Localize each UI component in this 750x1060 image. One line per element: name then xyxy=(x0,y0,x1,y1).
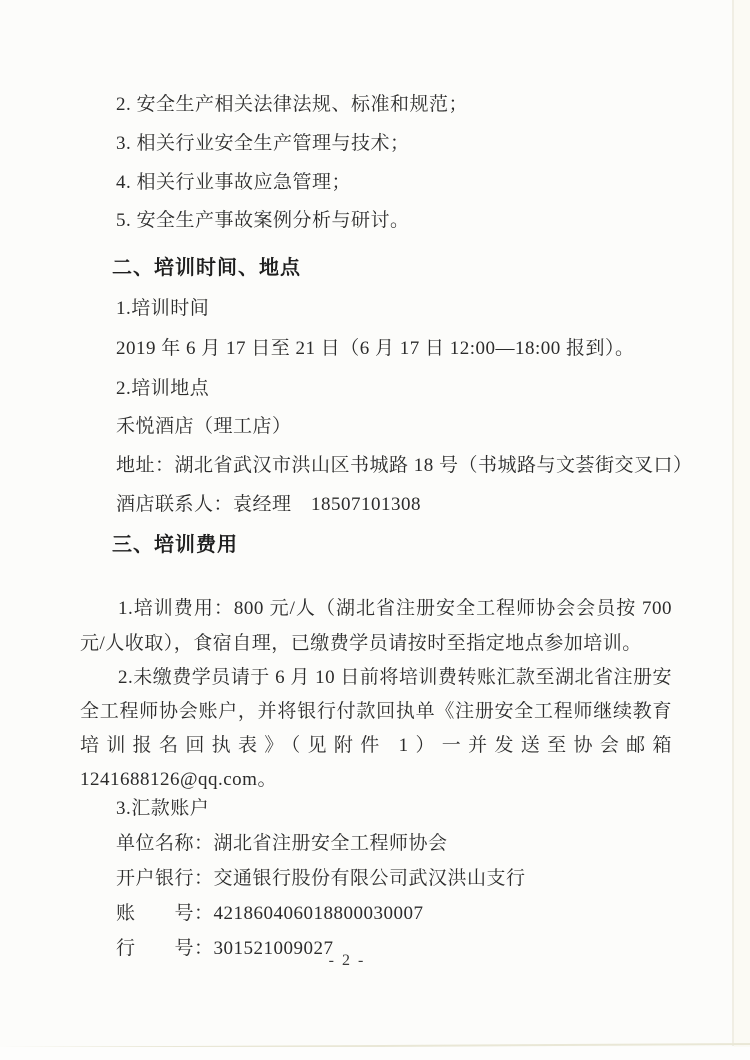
scanner-background xyxy=(0,1047,750,1060)
payment-paragraph: 2.未缴费学员请于 6 月 10 日前将培训费转账汇款至湖北省注册安全工程师协会账户，并将银行付款回执单《注册安全工程师继续教育培训报名回执表》（见附件 1）一并发送至协会邮箱 1241688126@qq.com。 xyxy=(80,667,672,790)
account-name-line: 单位名称：湖北省注册安全工程师协会 xyxy=(116,833,448,854)
bank-code-line: 行 号：301521009027 xyxy=(116,938,334,959)
curriculum-item-4: 4. 相关行业事故应急管理； xyxy=(116,172,352,193)
hotel-contact: 酒店联系人：袁经理 18507101308 xyxy=(116,494,422,515)
hotel-address: 地址：湖北省武汉市洪山区书城路 18 号（书城路与文荟街交叉口） xyxy=(116,455,693,476)
account-number-line: 账 号：421860406018800030007 xyxy=(116,903,424,924)
section-heading-fee: 三、培训费用 xyxy=(112,534,238,556)
training-time-label: 1.培训时间 xyxy=(116,298,210,319)
scan-edge-strip xyxy=(734,0,750,1060)
curriculum-item-3: 3. 相关行业安全生产管理与技术； xyxy=(116,133,410,154)
hotel-name: 禾悦酒店（理工店） xyxy=(116,416,292,437)
fee-paragraph: 1.培训费用：800 元/人（湖北省注册安全工程师协会会员按 700 元/人收取），食宿自理，已缴费学员请按时至指定地点参加培训。 xyxy=(80,598,672,654)
training-place-label: 2.培训地点 xyxy=(116,378,210,399)
curriculum-item-2: 2. 安全生产相关法律法规、标准和规范； xyxy=(116,94,469,115)
remittance-account-block xyxy=(80,791,672,966)
training-time-value: 2019 年 6 月 17 日至 21 日（6 月 17 日 12:00—18:00 报到）。 xyxy=(116,338,635,359)
section-heading-time-place: 二、培训时间、地点 xyxy=(112,257,301,279)
bank-name-line: 开户银行：交通银行股份有限公司武汉洪山支行 xyxy=(116,868,526,889)
remittance-account-label: 3.汇款账户 xyxy=(116,798,210,819)
paper-edge-vertical-line xyxy=(732,0,734,1046)
document-body xyxy=(80,94,693,966)
page-number: - 2 - xyxy=(328,952,366,969)
curriculum-item-5: 5. 安全生产事故案例分析与研讨。 xyxy=(116,210,410,231)
